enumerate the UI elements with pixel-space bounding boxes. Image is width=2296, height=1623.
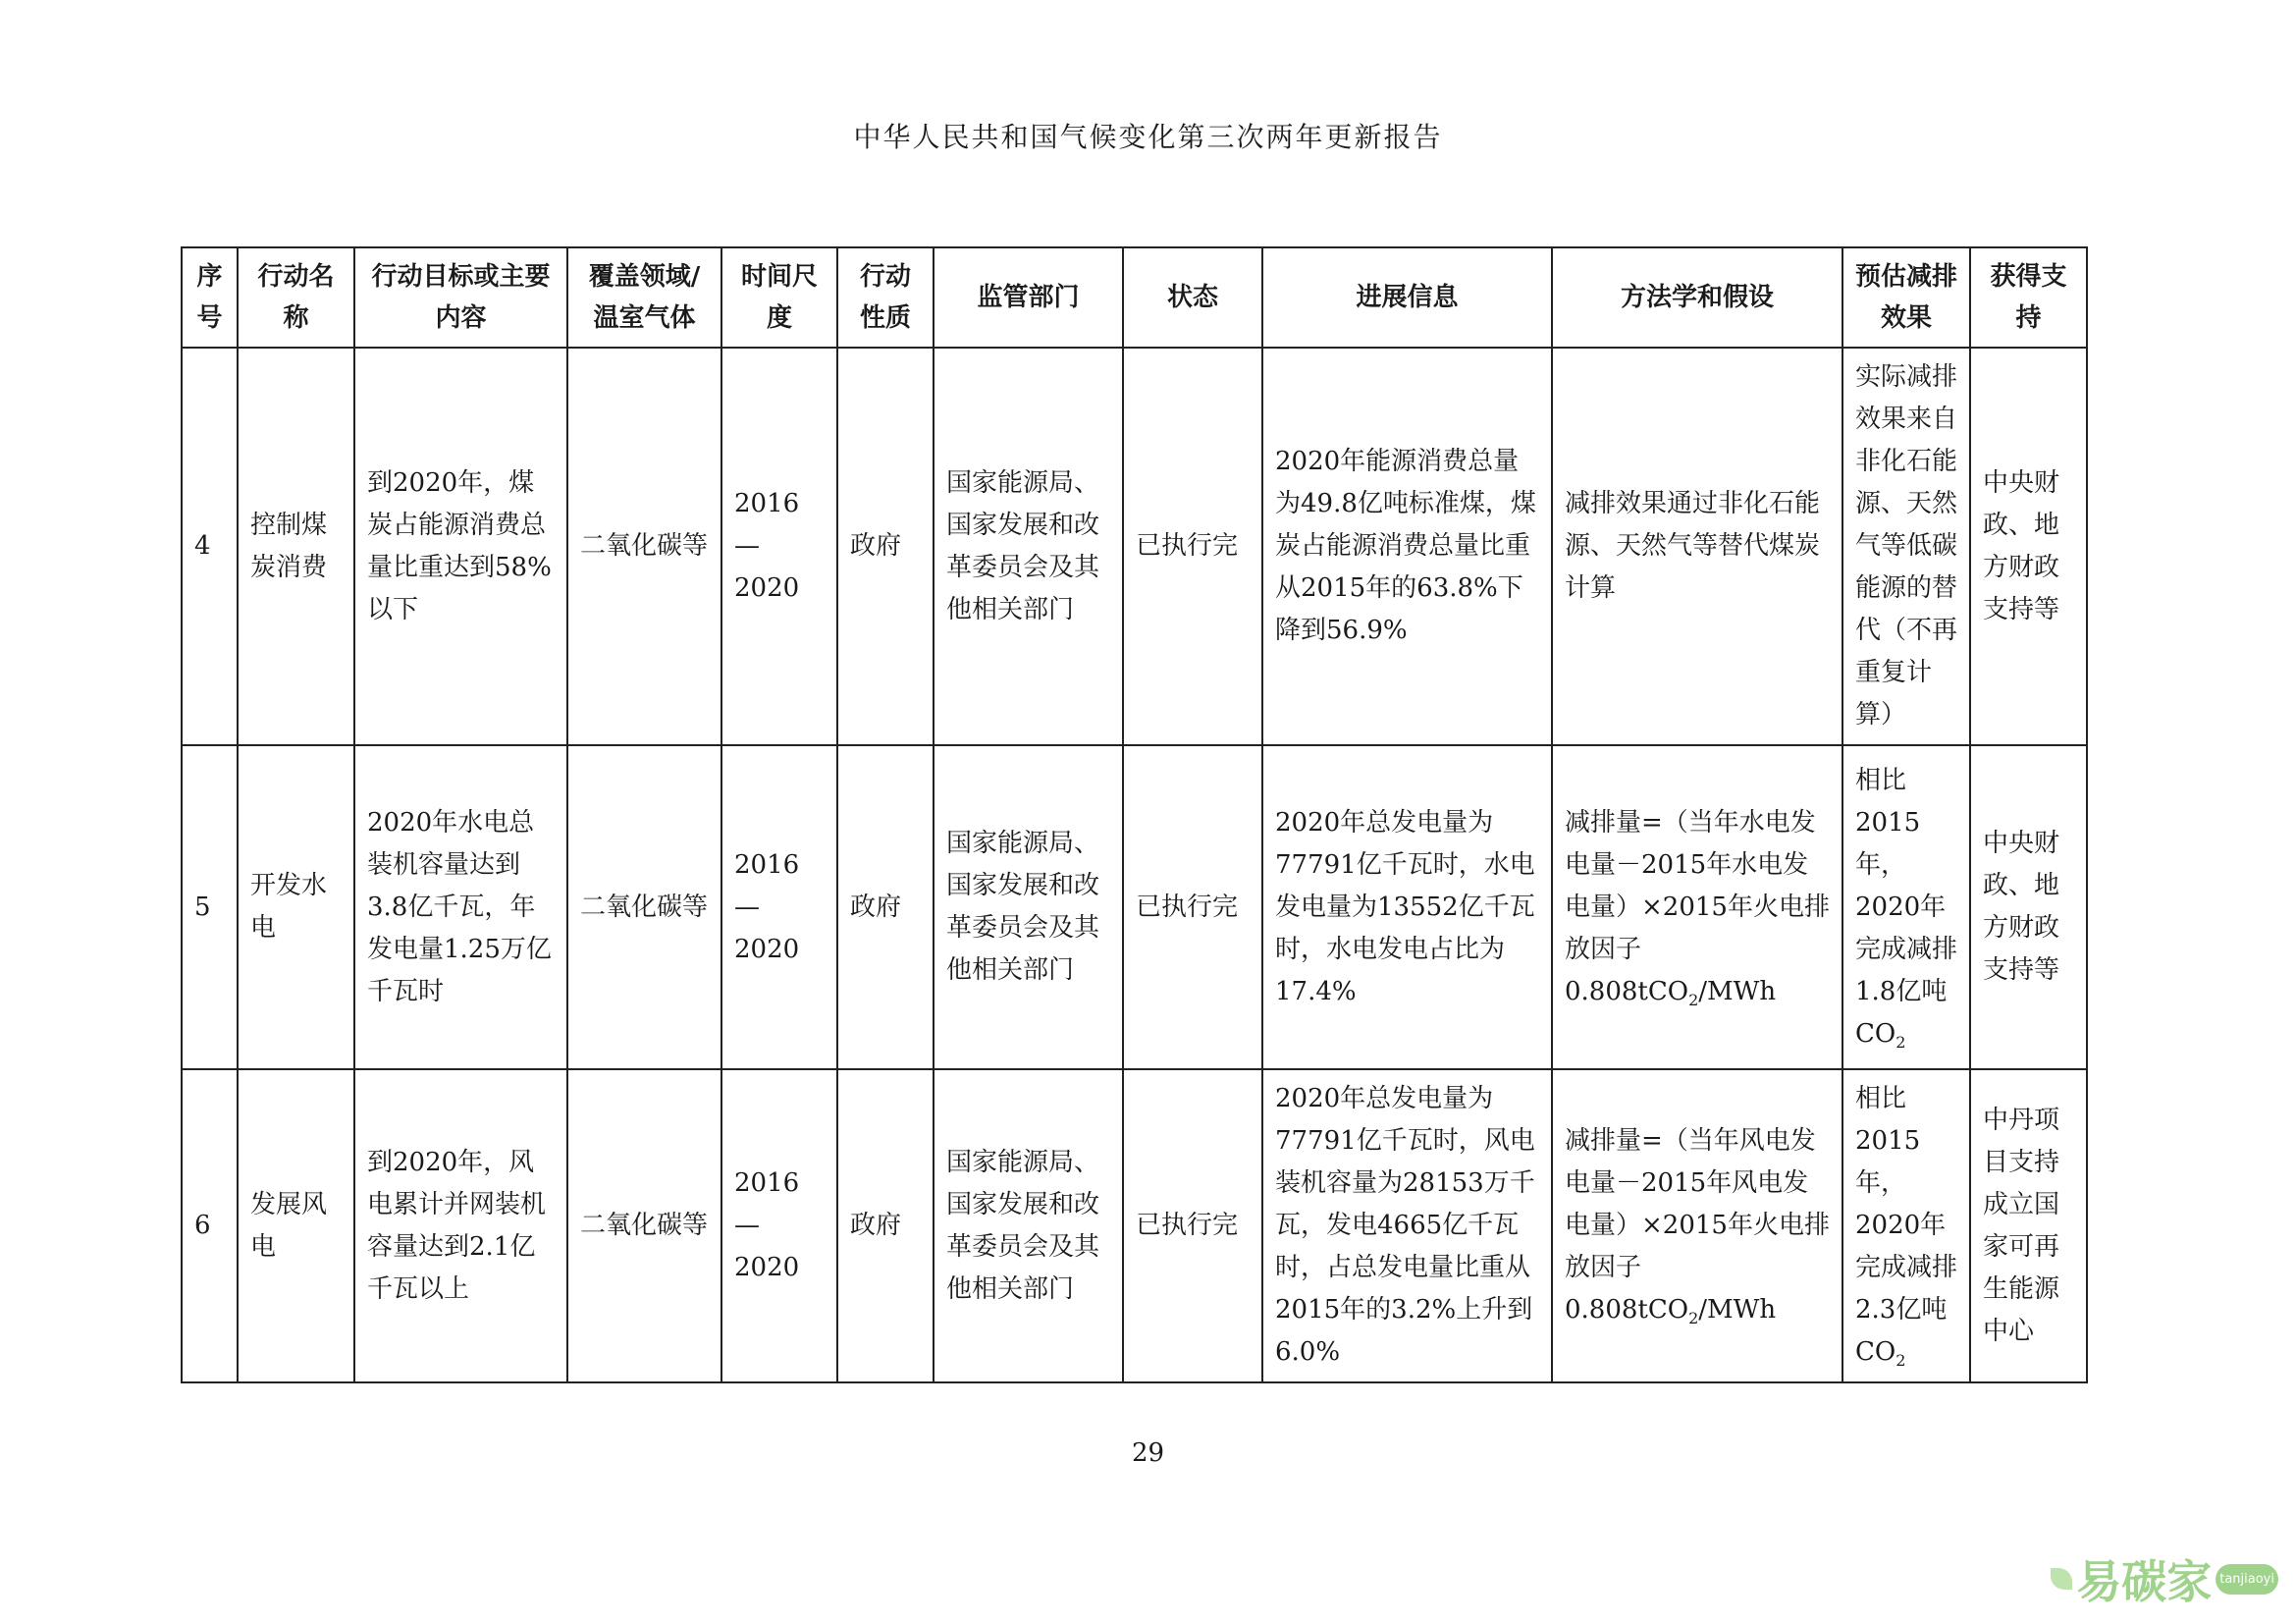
col-header-method: 方法学和假设: [1552, 247, 1842, 348]
time-end: 2020: [734, 934, 800, 964]
cell-method: [1552, 1069, 1842, 1382]
cell-coverage: 二氧化碳等: [567, 1069, 721, 1382]
cell-target: 到2020年，煤炭占能源消费总量比重达到58%以下: [354, 348, 567, 745]
cell-effect: 实际减排效果来自非化石能源、天然气等低碳能源的替代（不再重复计算）: [1842, 348, 1970, 745]
time-dash: —: [734, 531, 760, 561]
cell-coverage: 二氧化碳等: [567, 348, 721, 745]
col-header-support: 获得支持: [1970, 247, 2087, 348]
cell-progress: 2020年总发电量为77791亿千瓦时，水电发电量为13552亿千瓦时，水电发电占比为17.4%: [1262, 745, 1552, 1069]
time-start: 2016: [734, 489, 800, 518]
cell-no: 4: [182, 348, 238, 745]
watermark-url: tanjiaoyi: [2216, 1564, 2278, 1595]
col-header-name: 行动名称: [238, 247, 354, 348]
cell-target: 2020年水电总装机容量达到3.8亿千瓦，年发电量1.25万亿千瓦时: [354, 745, 567, 1069]
watermark-text: 易碳家: [2076, 1555, 2213, 1608]
cell-name: 发展风电: [238, 1069, 354, 1382]
time-start: 2016: [734, 849, 800, 880]
cell-status: 已执行完: [1123, 745, 1262, 1069]
cell-nature: 政府: [837, 1069, 934, 1382]
time-end: 2020: [734, 573, 800, 603]
cell-time: [721, 348, 837, 745]
col-header-progress: 进展信息: [1262, 247, 1552, 348]
cell-time: [721, 745, 837, 1069]
cell-progress: 2020年能源消费总量为49.8亿吨标准煤，煤炭占能源消费总量比重从2015年的63.8%下降到56.9%: [1262, 348, 1552, 745]
effect-subscript: 2: [1896, 1032, 1906, 1052]
table-row: [182, 745, 2087, 1069]
page-header: 中华人民共和国气候变化第三次两年更新报告: [853, 121, 1443, 153]
cell-effect: [1842, 1069, 1970, 1382]
cell-target: 到2020年，风电累计并网装机容量达到2.1亿千瓦以上: [354, 1069, 567, 1382]
table-header-row: [182, 247, 2087, 348]
page-number: 29: [1131, 1438, 1165, 1468]
cell-support: 中丹项目支持成立国家可再生能源中心: [1970, 1069, 2087, 1382]
col-header-dept: 监管部门: [934, 247, 1123, 348]
cell-time: [721, 1069, 837, 1382]
cell-method: [1552, 745, 1842, 1069]
cell-dept: 国家能源局、国家发展和改革委员会及其他相关部门: [934, 1069, 1123, 1382]
cell-dept: 国家能源局、国家发展和改革委员会及其他相关部门: [934, 745, 1123, 1069]
cell-no: 6: [182, 1069, 238, 1382]
cell-dept: 国家能源局、国家发展和改革委员会及其他相关部门: [934, 348, 1123, 745]
col-header-target: 行动目标或主要内容: [354, 247, 567, 348]
col-header-status: 状态: [1123, 247, 1262, 348]
method-unit: /MWh: [1698, 1295, 1777, 1325]
cell-method: 减排效果通过非化石能源、天然气等替代煤炭计算: [1552, 348, 1842, 745]
time-start: 2016: [734, 1168, 800, 1198]
leaf-icon: [2051, 1568, 2072, 1590]
effect-text: 相比2015年，2020年完成减排1.8亿吨CO: [1855, 765, 1958, 1049]
col-header-time: 时间尺度: [721, 247, 837, 348]
col-header-nature: 行动性质: [837, 247, 934, 348]
col-header-no: 序号: [182, 247, 238, 348]
cell-nature: 政府: [837, 745, 934, 1069]
action-table: [181, 246, 2088, 1383]
effect-text: 相比2015年，2020年完成减排2.3亿吨CO: [1855, 1084, 1958, 1367]
col-header-coverage: 覆盖领域/温室气体: [567, 247, 721, 348]
cell-nature: 政府: [837, 348, 934, 745]
cell-status: 已执行完: [1123, 1069, 1262, 1382]
cell-name: 开发水电: [238, 745, 354, 1069]
cell-effect: [1842, 745, 1970, 1069]
cell-status: 已执行完: [1123, 348, 1262, 745]
method-subscript: 2: [1688, 1309, 1699, 1328]
method-subscript: 2: [1688, 990, 1699, 1009]
method-text: 减排量=（当年水电发电量－2015年水电发电量）×2015年火电排放因子0.808tCO: [1565, 807, 1830, 1006]
time-dash: —: [734, 1211, 760, 1240]
method-unit: /MWh: [1698, 976, 1777, 1006]
watermark-logo: [2051, 1546, 2278, 1611]
cell-coverage: 二氧化碳等: [567, 745, 721, 1069]
cell-support: 中央财政、地方财政支持等: [1970, 745, 2087, 1069]
effect-subscript: 2: [1896, 1351, 1906, 1371]
method-text: 减排量=（当年风电发电量－2015年风电发电量）×2015年火电排放因子0.808tCO: [1565, 1126, 1830, 1325]
time-end: 2020: [734, 1253, 800, 1282]
cell-name: 控制煤炭消费: [238, 348, 354, 745]
cell-support: 中央财政、地方财政支持等: [1970, 348, 2087, 745]
table-row: [182, 1069, 2087, 1382]
time-dash: —: [734, 892, 760, 922]
cell-progress: 2020年总发电量为77791亿千瓦时，风电装机容量为28153万千瓦，发电4665亿千瓦时，占总发电量比重从2015年的3.2%上升到6.0%: [1262, 1069, 1552, 1382]
col-header-effect: 预估减排效果: [1842, 247, 1970, 348]
cell-no: 5: [182, 745, 238, 1069]
table-row: [182, 348, 2087, 745]
